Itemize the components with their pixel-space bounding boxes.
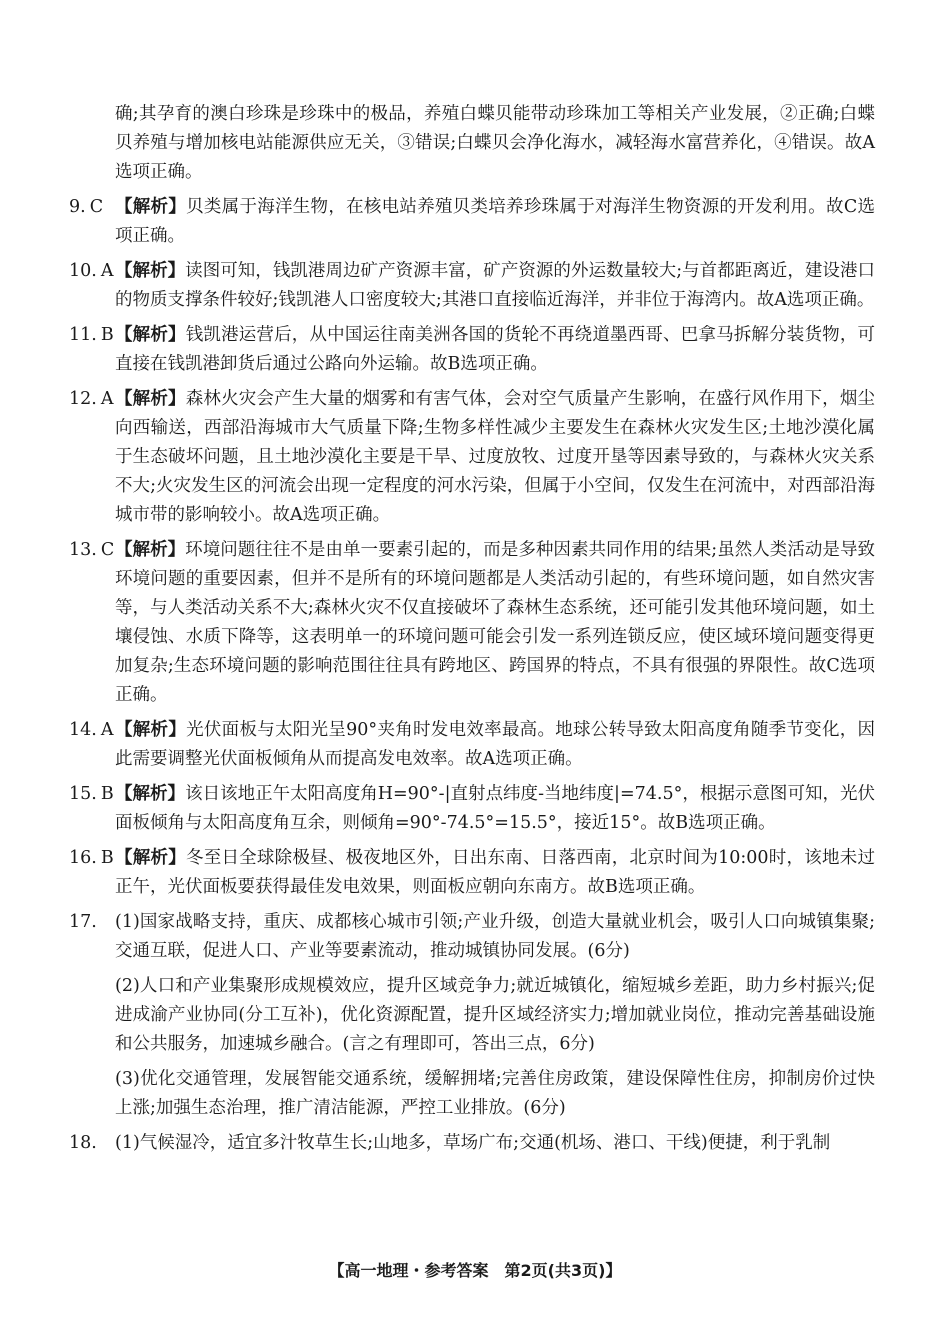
answer-item-16	[69, 844, 876, 902]
question-number: 13.	[69, 540, 97, 560]
answer-item-10	[69, 257, 875, 315]
answer-part-1: (1)气候湿冷，适宜多汁牧草生长;山地多，草场广布;交通(机场、港口、干线)便捷，利于乳制	[115, 1133, 831, 1153]
question-number: 9.	[69, 197, 86, 217]
answer-item-15	[69, 780, 876, 838]
analysis-label: 【解析】	[115, 720, 187, 740]
continued-explanation: 确;其孕育的澳白珍珠是珍珠中的极品，养殖白蝶贝能带动珍珠加工等相关产业发展，②正确;白蝶贝养殖与增加核电站能源供应无关，③错误;白蝶贝会净化海水，减轻海水富营养化，④错误。故A选项正确。	[115, 104, 875, 182]
answer-item-18	[69, 1129, 875, 1158]
analysis-text: 该日该地正午太阳高度角H=90°-|直射点纬度-当地纬度|=74.5°，根据示意图可知，光伏面板倾角与太阳高度角互余，则倾角=90°-74.5°=15.5°，接近15°。故B选项正确。	[115, 784, 876, 833]
analysis-text: 读图可知，钱凯港周边矿产资源丰富，矿产资源的外运数量较大;与首都距离近，建设港口的物质支撑条件较好;钱凯港人口密度较大;其港口直接临近海洋，并非位于海湾内。故A选项正确。	[115, 261, 875, 310]
question-number: 16.	[69, 848, 97, 868]
answer-part-2: (2)人口和产业集聚形成规模效应，提升区域竞争力;就近城镇化，缩短城乡差距，助力乡村振兴;促进成渝产业协同(分工互补)，优化资源配置，提升区域经济实力;增加就业岗位，推动完善基础设施和公共服务，加速城乡融合。(言之有理即可，答出三点，6分)	[115, 976, 875, 1054]
answer-choice: A	[100, 720, 114, 740]
answer-content	[69, 100, 876, 1164]
question-number: 12.	[69, 389, 97, 409]
analysis-text: 钱凯港运营后，从中国运往南美洲各国的货轮不再绕道墨西哥、巴拿马拆解分装货物，可直接在钱凯港卸货后通过公路向外运输。故B选项正确。	[115, 325, 876, 374]
question-number: 14.	[69, 720, 97, 740]
question-number: 10.	[69, 261, 97, 281]
answer-choice: B	[100, 325, 114, 345]
answer-item-13	[69, 536, 875, 710]
page-footer: 【高一地理・参考答案 第2页(共3页)】	[328, 1261, 622, 1280]
answer-choice: C	[100, 540, 115, 560]
answer-item-11	[69, 321, 876, 379]
analysis-label: 【解析】	[115, 261, 186, 281]
analysis-label: 【解析】	[115, 848, 186, 868]
analysis-text: 环境问题往往不是由单一要素引起的，而是多种因素共同作用的结果;虽然人类活动是导致环境问题的重要因素，但并不是所有的环境问题都是人类活动引起的，有些环境问题，如自然灾害等，与人类活动关系不大;森林火灾不仅直接破坏了森林生态系统，还可能引发其他环境问题，如土壤侵蚀、水质下降等，这表明单一的环境问题可能会引发一系列连锁反应，使区域环境问题变得更加复杂;生态环境问题的影响范围往往具有跨地区、跨国界的特点，不具有很强的界限性。故C选项正确。	[115, 540, 875, 705]
question-number: 18.	[69, 1133, 97, 1153]
answer-choice: A	[100, 389, 114, 409]
answer-part-3: (3)优化交通管理，发展智能交通系统，缓解拥堵;完善住房政策，建设保障性住房，抑制房价过快上涨;加强生态治理，推广清洁能源，严控工业排放。(6分)	[115, 1069, 875, 1118]
analysis-text: 森林火灾会产生大量的烟雾和有害气体，会对空气质量产生影响，在盛行风作用下，烟尘向西输送，西部沿海城市大气质量下降;生物多样性减少主要发生在森林火灾发生区;土地沙漠化属于生态破坏问题，且土地沙漠化主要是干旱、过度放牧、过度开垦等因素导致的，与森林火灾关系不大;火灾发生区的河流会出现一定程度的河水污染，但属于小空间，仅发生在河流中，对西部沿海城市带的影响较小。故A选项正确。	[115, 389, 876, 525]
answer-item-12	[69, 385, 876, 530]
answer-choice: B	[100, 848, 114, 868]
answer-choice: C	[89, 197, 104, 217]
analysis-label: 【解析】	[115, 197, 187, 217]
analysis-label: 【解析】	[115, 784, 186, 804]
answer-item-14	[69, 716, 876, 774]
analysis-text: 冬至日全球除极昼、极夜地区外，日出东南、日落西南，北京时间为10:00时，该地未过正午，光伏面板要获得最佳发电效果，则面板应朝向东南方。故B选项正确。	[115, 848, 876, 897]
question-number: 11.	[69, 325, 97, 345]
analysis-label: 【解析】	[115, 389, 186, 409]
answer-choice: B	[100, 784, 114, 804]
answer-part-1: (1)国家战略支持，重庆、成都核心城市引领;产业升级，创造大量就业机会，吸引人口向城镇集聚;交通互联，促进人口、产业等要素流动，推动城镇协同发展。(6分)	[115, 912, 875, 961]
analysis-text: 贝类属于海洋生物，在核电站养殖贝类培养珍珠属于对海洋生物资源的开发利用。故C选项正确。	[115, 197, 876, 246]
answer-choice: A	[100, 261, 114, 281]
question-number: 15.	[69, 784, 97, 804]
answer-item-17	[69, 908, 875, 1123]
analysis-label: 【解析】	[115, 325, 186, 345]
question-number: 17.	[69, 912, 97, 932]
answer-item-9	[69, 193, 876, 251]
analysis-text: 光伏面板与太阳光呈90°夹角时发电效率最高。地球公转导致太阳高度角随季节变化，因此需要调整光伏面板倾角从而提高发电效率。故A选项正确。	[115, 720, 876, 769]
analysis-label: 【解析】	[115, 540, 186, 560]
